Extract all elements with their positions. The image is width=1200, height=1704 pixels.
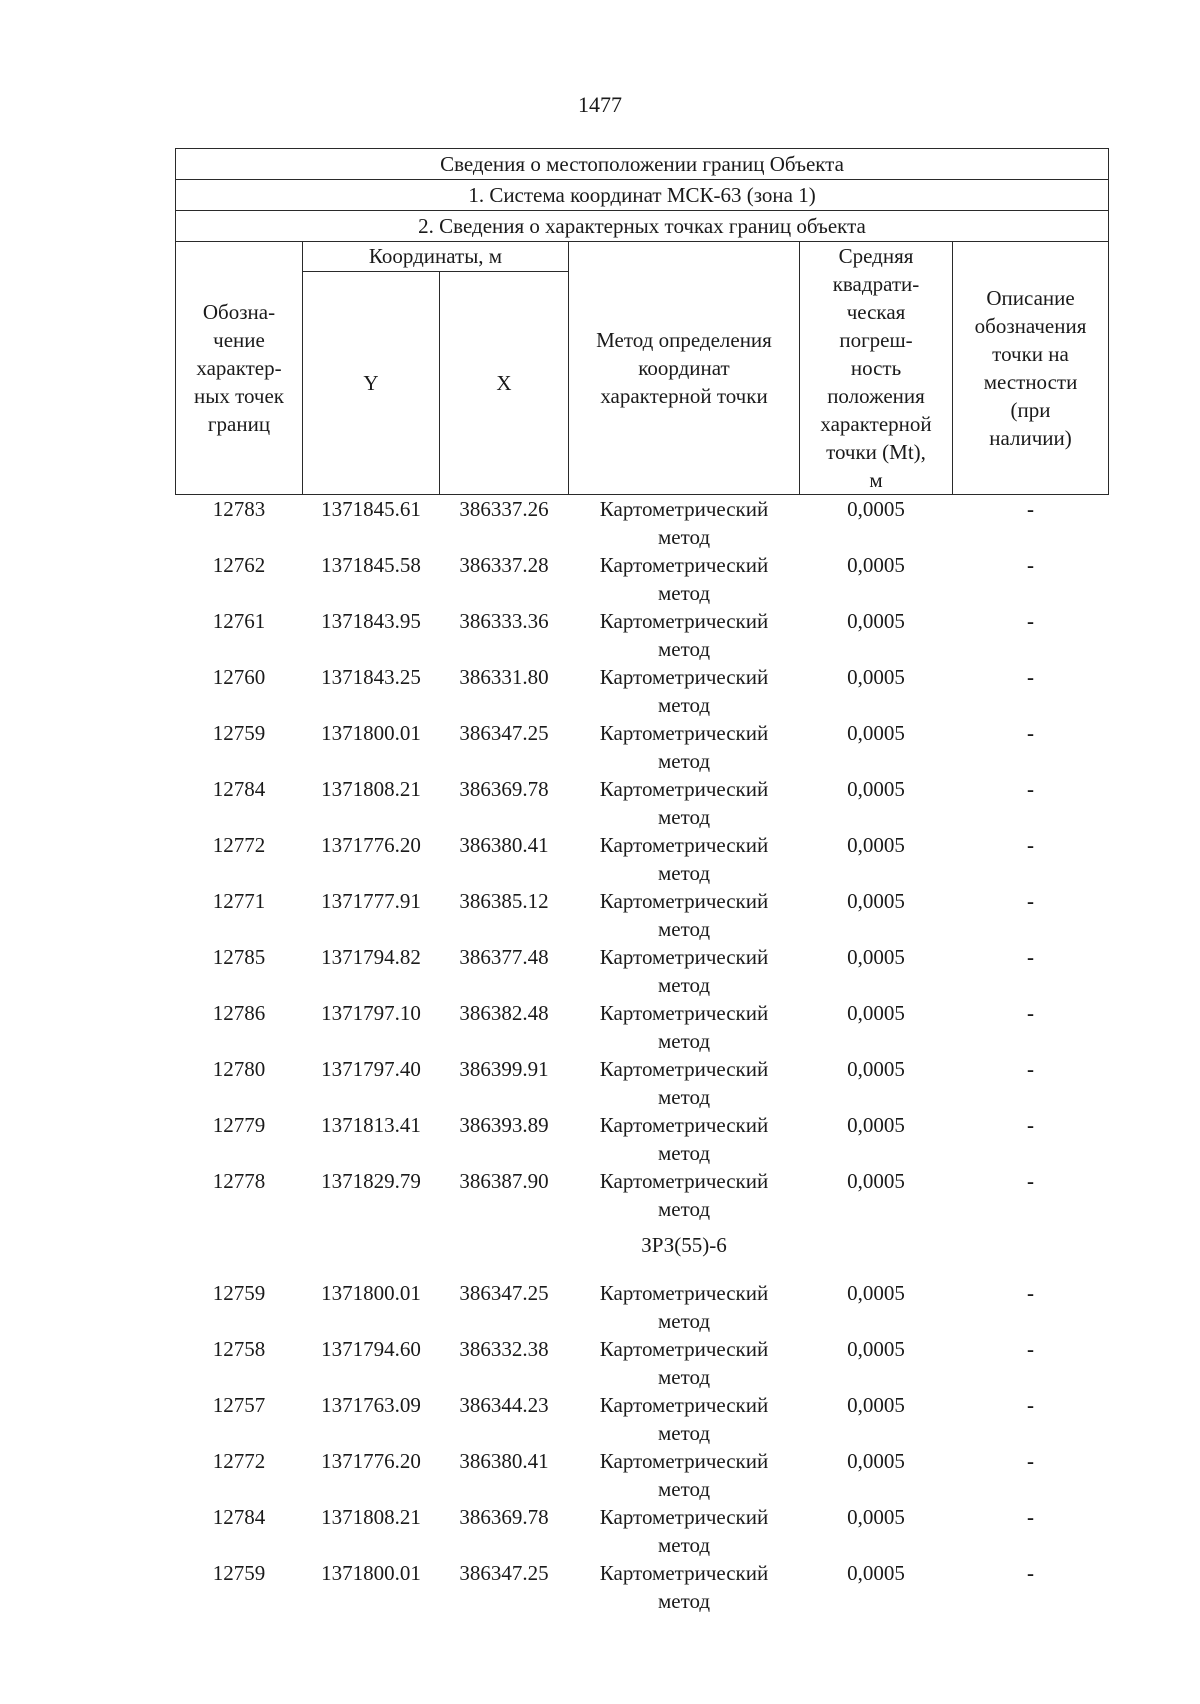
table-row — [176, 1559, 1109, 1615]
method-cell — [569, 1503, 800, 1559]
error-value: 0,0005 — [847, 553, 905, 577]
table-row — [176, 831, 1109, 887]
coord-x: 386347.25 — [459, 1561, 549, 1585]
point-id: 12757 — [212, 1393, 266, 1417]
coordinate-system: 1. Система координат МСК-63 (зона 1) — [176, 180, 1109, 211]
method-cell — [569, 1279, 800, 1335]
table-row — [176, 1391, 1109, 1447]
point-id: 12759 — [212, 721, 266, 745]
method-cell — [569, 551, 800, 607]
section-spacer — [176, 1223, 569, 1279]
error-value: 0,0005 — [847, 833, 905, 857]
method-line-2: метод — [657, 1029, 711, 1053]
error-value: 0,0005 — [847, 1393, 905, 1417]
coord-x: 386399.91 — [459, 1057, 549, 1081]
description: - — [1027, 553, 1035, 577]
method-line-1: Картометрический — [599, 1561, 769, 1585]
coord-y: 1371845.58 — [321, 553, 421, 577]
method-line-1: Картометрический — [599, 1057, 769, 1081]
col-x-header: X — [440, 272, 569, 495]
description: - — [1027, 777, 1035, 801]
method-cell — [569, 1167, 800, 1223]
method-cell — [569, 663, 800, 719]
coord-y: 1371808.21 — [321, 1505, 421, 1529]
method-line-2: метод — [657, 1477, 711, 1501]
method-line-2: метод — [657, 1085, 711, 1109]
point-id: 12762 — [212, 553, 266, 577]
table-row — [176, 1503, 1109, 1559]
method-cell — [569, 1055, 800, 1111]
coord-y: 1371794.82 — [321, 945, 421, 969]
point-id: 12778 — [212, 1169, 266, 1193]
method-cell — [569, 943, 800, 999]
method-line-1: Картометрический — [599, 833, 769, 857]
method-line-2: метод — [657, 917, 711, 941]
point-id: 12758 — [212, 1337, 266, 1361]
coord-x: 386393.89 — [459, 1113, 549, 1137]
coord-x: 386331.80 — [459, 665, 549, 689]
section-spacer — [800, 1223, 1109, 1279]
col-coords-header: Координаты, м — [303, 242, 569, 272]
description: - — [1027, 609, 1035, 633]
coord-y: 1371800.01 — [321, 1281, 421, 1305]
coord-y: 1371800.01 — [321, 721, 421, 745]
coord-y: 1371808.21 — [321, 777, 421, 801]
coord-x: 386382.48 — [459, 1001, 549, 1025]
table-row — [176, 943, 1109, 999]
error-value: 0,0005 — [847, 1057, 905, 1081]
table-row — [176, 1055, 1109, 1111]
table-row — [176, 1335, 1109, 1391]
coord-x: 386333.36 — [459, 609, 549, 633]
error-value: 0,0005 — [847, 721, 905, 745]
coord-y: 1371813.41 — [321, 1113, 421, 1137]
point-id: 12784 — [212, 777, 266, 801]
method-line-2: метод — [657, 1365, 711, 1389]
description: - — [1027, 1337, 1035, 1361]
col-designation-header: Обозна- чение характер- ных точек границ — [176, 242, 303, 495]
coord-x: 386385.12 — [459, 889, 549, 913]
coord-y: 1371777.91 — [321, 889, 421, 913]
coord-x: 386332.38 — [459, 1337, 549, 1361]
method-line-1: Картометрический — [599, 889, 769, 913]
table-row — [176, 607, 1109, 663]
method-line-1: Картометрический — [599, 721, 769, 745]
method-cell — [569, 1447, 800, 1503]
description: - — [1027, 1505, 1035, 1529]
point-id: 12761 — [212, 609, 266, 633]
coord-y: 1371794.60 — [321, 1337, 421, 1361]
description: - — [1027, 497, 1035, 521]
error-value: 0,0005 — [847, 1337, 905, 1361]
point-id: 12771 — [212, 889, 266, 913]
description: - — [1027, 1449, 1035, 1473]
coord-y: 1371797.10 — [321, 1001, 421, 1025]
method-cell — [569, 831, 800, 887]
coord-y: 1371843.25 — [321, 665, 421, 689]
coord-y: 1371776.20 — [321, 833, 421, 857]
method-line-2: метод — [657, 861, 711, 885]
method-line-2: метод — [657, 973, 711, 997]
method-line-1: Картометрический — [599, 945, 769, 969]
coord-y: 1371843.95 — [321, 609, 421, 633]
points-section-title: 2. Сведения о характерных точках границ объекта — [176, 211, 1109, 242]
coord-y: 1371797.40 — [321, 1057, 421, 1081]
method-cell — [569, 495, 800, 552]
method-line-2: метод — [657, 1533, 711, 1557]
coord-x: 386380.41 — [459, 833, 549, 857]
point-id: 12759 — [212, 1561, 266, 1585]
method-line-2: метод — [657, 1141, 711, 1165]
description: - — [1027, 721, 1035, 745]
method-line-1: Картометрический — [599, 1001, 769, 1025]
method-line-2: метод — [657, 1589, 711, 1613]
coord-x: 386380.41 — [459, 1449, 549, 1473]
coord-y: 1371845.61 — [321, 497, 421, 521]
table-row — [176, 887, 1109, 943]
point-id: 12783 — [212, 497, 266, 521]
col-method-header: Метод определения координат характерной точки — [569, 242, 800, 495]
method-cell — [569, 719, 800, 775]
method-line-1: Картометрический — [599, 1449, 769, 1473]
error-value: 0,0005 — [847, 665, 905, 689]
coord-x: 386377.48 — [459, 945, 549, 969]
point-id: 12784 — [212, 1505, 266, 1529]
method-line-2: метод — [657, 1421, 711, 1445]
description: - — [1027, 1393, 1035, 1417]
section-row — [176, 1223, 1109, 1279]
error-value: 0,0005 — [847, 1281, 905, 1305]
table-row — [176, 551, 1109, 607]
description: - — [1027, 1169, 1035, 1193]
error-value: 0,0005 — [847, 1169, 905, 1193]
method-line-2: метод — [657, 1309, 711, 1333]
col-error-header: Средняя квадрати- ческая погреш- ность положения характерной точки (Mt), м — [800, 242, 953, 495]
description: - — [1027, 1113, 1035, 1137]
description: - — [1027, 1561, 1035, 1585]
coord-x: 386369.78 — [459, 777, 549, 801]
coord-x: 386337.28 — [459, 553, 549, 577]
point-id: 12772 — [212, 833, 266, 857]
point-id: 12760 — [212, 665, 266, 689]
method-cell — [569, 607, 800, 663]
error-value: 0,0005 — [847, 1561, 905, 1585]
coord-x: 386347.25 — [459, 721, 549, 745]
coord-x: 386337.26 — [459, 497, 549, 521]
table-row — [176, 719, 1109, 775]
table-title: Сведения о местоположении границ Объекта — [176, 149, 1109, 180]
table-row — [176, 1111, 1109, 1167]
error-value: 0,0005 — [847, 497, 905, 521]
error-value: 0,0005 — [847, 1505, 905, 1529]
method-line-1: Картометрический — [599, 609, 769, 633]
point-id: 12780 — [212, 1057, 266, 1081]
method-line-1: Картометрический — [599, 665, 769, 689]
description: - — [1027, 665, 1035, 689]
method-line-1: Картометрический — [599, 1337, 769, 1361]
description: - — [1027, 1057, 1035, 1081]
coord-y: 1371763.09 — [321, 1393, 421, 1417]
method-line-1: Картометрический — [599, 553, 769, 577]
error-value: 0,0005 — [847, 889, 905, 913]
description: - — [1027, 1281, 1035, 1305]
coord-x: 386344.23 — [459, 1393, 549, 1417]
error-value: 0,0005 — [847, 1113, 905, 1137]
coord-x: 386347.25 — [459, 1281, 549, 1305]
coord-y: 1371800.01 — [321, 1561, 421, 1585]
description: - — [1027, 833, 1035, 857]
table-header — [176, 149, 1109, 495]
method-cell — [569, 1335, 800, 1391]
point-id: 12786 — [212, 1001, 266, 1025]
method-line-1: Картометрический — [599, 1393, 769, 1417]
method-cell — [569, 1111, 800, 1167]
method-line-1: Картометрический — [599, 1505, 769, 1529]
method-line-2: метод — [657, 525, 711, 549]
method-line-2: метод — [657, 1197, 711, 1221]
point-id: 12772 — [212, 1449, 266, 1473]
method-line-2: метод — [657, 637, 711, 661]
table-row — [176, 999, 1109, 1055]
table-row — [176, 1167, 1109, 1223]
coord-y: 1371776.20 — [321, 1449, 421, 1473]
method-line-1: Картометрический — [599, 777, 769, 801]
method-line-2: метод — [657, 693, 711, 717]
method-line-1: Картометрический — [599, 1113, 769, 1137]
method-line-1: Картометрический — [599, 497, 769, 521]
point-id: 12779 — [212, 1113, 266, 1137]
method-line-1: Картометрический — [599, 1281, 769, 1305]
table-body — [176, 495, 1109, 1616]
method-cell — [569, 887, 800, 943]
table-row — [176, 775, 1109, 831]
error-value: 0,0005 — [847, 1449, 905, 1473]
table-row — [176, 663, 1109, 719]
error-value: 0,0005 — [847, 945, 905, 969]
description: - — [1027, 945, 1035, 969]
boundary-points-table — [175, 148, 1109, 1615]
table-row — [176, 1279, 1109, 1335]
method-line-2: метод — [657, 581, 711, 605]
method-line-2: метод — [657, 749, 711, 773]
method-cell — [569, 775, 800, 831]
method-line-2: метод — [657, 805, 711, 829]
description: - — [1027, 1001, 1035, 1025]
error-value: 0,0005 — [847, 777, 905, 801]
method-cell — [569, 1391, 800, 1447]
error-value: 0,0005 — [847, 1001, 905, 1025]
coord-x: 386387.90 — [459, 1169, 549, 1193]
table-row — [176, 495, 1109, 552]
method-cell — [569, 999, 800, 1055]
method-cell — [569, 1559, 800, 1615]
page-number: 1477 — [578, 92, 622, 117]
col-description-header: Описание обозначения точки на местности (при наличии) — [953, 242, 1109, 495]
coord-x: 386369.78 — [459, 1505, 549, 1529]
error-value: 0,0005 — [847, 609, 905, 633]
coord-y: 1371829.79 — [321, 1169, 421, 1193]
description: - — [1027, 889, 1035, 913]
table-row — [176, 1447, 1109, 1503]
point-id: 12759 — [212, 1281, 266, 1305]
point-id: 12785 — [212, 945, 266, 969]
col-y-header: Y — [303, 272, 440, 495]
method-line-1: Картометрический — [599, 1169, 769, 1193]
section-label: ЗРЗ(55)-6 — [641, 1233, 727, 1257]
